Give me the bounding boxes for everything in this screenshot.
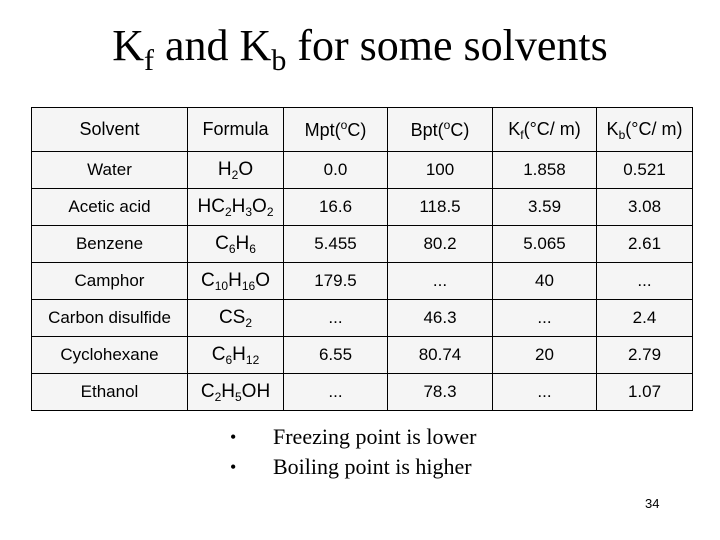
title-part: K (112, 21, 145, 70)
cell-mpt: 16.6 (284, 189, 388, 226)
bullet-text: Boiling point is higher (273, 454, 472, 479)
table-row (32, 263, 693, 300)
cell-formula (188, 152, 284, 189)
cell-formula (188, 263, 284, 300)
table-row (32, 226, 693, 263)
slide-title (0, 18, 720, 77)
title-part: and K (154, 21, 272, 70)
formula-subscript: 2 (245, 316, 253, 330)
cell-kb: 2.61 (597, 226, 693, 263)
formula-subscript: 2 (214, 390, 222, 404)
formula-text: H (232, 344, 246, 365)
title-part: for some solvents (286, 21, 608, 70)
table-row (32, 152, 693, 189)
cell-formula (188, 300, 284, 337)
header-kb: $K_b(^\circ C/$ m) (597, 108, 693, 152)
formula-text: O (238, 159, 254, 180)
bullet-icon: • (230, 457, 237, 477)
formula-text: HC (197, 196, 225, 217)
bullet-icon: • (230, 427, 237, 447)
table-body (32, 152, 693, 411)
cell-kf: ... (493, 374, 597, 411)
table-row (32, 189, 693, 226)
cell-kb: 0.521 (597, 152, 693, 189)
cell-kf: 40 (493, 263, 597, 300)
formula-text: CS (218, 307, 246, 328)
cell-kb: 1.07 (597, 374, 693, 411)
title-subscript: f (144, 44, 155, 77)
formula-text: OH (241, 381, 271, 402)
formula-text: O (255, 270, 270, 291)
table-header-row (32, 108, 693, 152)
cell-bpt: 100 (388, 152, 493, 189)
header-mpt: Mpt($^o$C) (284, 108, 388, 152)
cell-solvent: Benzene (32, 226, 188, 263)
formula-text: H (217, 159, 232, 180)
table-row (32, 374, 693, 411)
table-row (32, 300, 693, 337)
cell-kb: ... (597, 263, 693, 300)
cell-formula (188, 374, 284, 411)
header-kf: $K_f(^\circ C/$ m) (493, 108, 597, 152)
cell-mpt: 0.0 (284, 152, 388, 189)
cell-kf: 1.858 (493, 152, 597, 189)
formula-text: H (231, 196, 246, 217)
cell-mpt: 6.55 (284, 337, 388, 374)
cell-mpt: ... (284, 374, 388, 411)
title-subscript: b (271, 44, 287, 77)
bullet-item (230, 452, 530, 482)
cell-bpt: ... (388, 263, 493, 300)
cell-solvent: Water (32, 152, 188, 189)
bullet-text: Freezing point is lower (273, 424, 477, 449)
cell-solvent: Ethanol (32, 374, 188, 411)
cell-kf: 20 (493, 337, 597, 374)
formula-subscript: 10 (214, 279, 229, 293)
cell-bpt: 118.5 (388, 189, 493, 226)
cell-bpt: 46.3 (388, 300, 493, 337)
formula-subscript: 2 (231, 168, 239, 182)
formula-subscript: 2 (266, 205, 274, 219)
solvent-constants-table (31, 107, 693, 411)
cell-solvent: Cyclohexane (32, 337, 188, 374)
cell-mpt: 179.5 (284, 263, 388, 300)
formula-subscript: 12 (245, 353, 260, 367)
cell-bpt: 78.3 (388, 374, 493, 411)
cell-kb: 3.08 (597, 189, 693, 226)
formula-text: C (215, 233, 229, 254)
formula-subscript: 6 (249, 242, 256, 256)
formula-subscript: 16 (241, 279, 256, 293)
formula-text: C (211, 344, 226, 365)
bullet-item (230, 422, 530, 452)
cell-mpt: ... (284, 300, 388, 337)
cell-solvent: Camphor (32, 263, 188, 300)
header-solvent: Solvent (32, 108, 188, 152)
formula-text: C (200, 381, 215, 402)
cell-formula (188, 337, 284, 374)
formula-text: H (228, 270, 242, 291)
formula-text: H (221, 381, 235, 402)
formula-subscript: 2 (224, 205, 232, 219)
formula-subscript: 3 (245, 205, 253, 219)
formula-text: O (252, 196, 267, 217)
bullet-list (230, 422, 530, 482)
formula-subscript: 5 (234, 390, 242, 404)
formula-text: C (201, 270, 215, 291)
cell-bpt: 80.2 (388, 226, 493, 263)
formula-subscript: 6 (228, 242, 236, 256)
header-formula: Formula (188, 108, 284, 152)
cell-formula (188, 189, 284, 226)
cell-kb: 2.79 (597, 337, 693, 374)
cell-mpt: 5.455 (284, 226, 388, 263)
cell-kf: ... (493, 300, 597, 337)
cell-kf: 5.065 (493, 226, 597, 263)
cell-bpt: 80.74 (388, 337, 493, 374)
cell-kb: 2.4 (597, 300, 693, 337)
formula-text: H (235, 233, 250, 254)
cell-solvent: Carbon disulfide (32, 300, 188, 337)
cell-kf: 3.59 (493, 189, 597, 226)
page-number: 34 (645, 496, 660, 511)
header-bpt: Bpt($^o$C) (388, 108, 493, 152)
cell-solvent: Acetic acid (32, 189, 188, 226)
table-row (32, 337, 693, 374)
cell-formula (188, 226, 284, 263)
formula-subscript: 6 (225, 353, 233, 367)
